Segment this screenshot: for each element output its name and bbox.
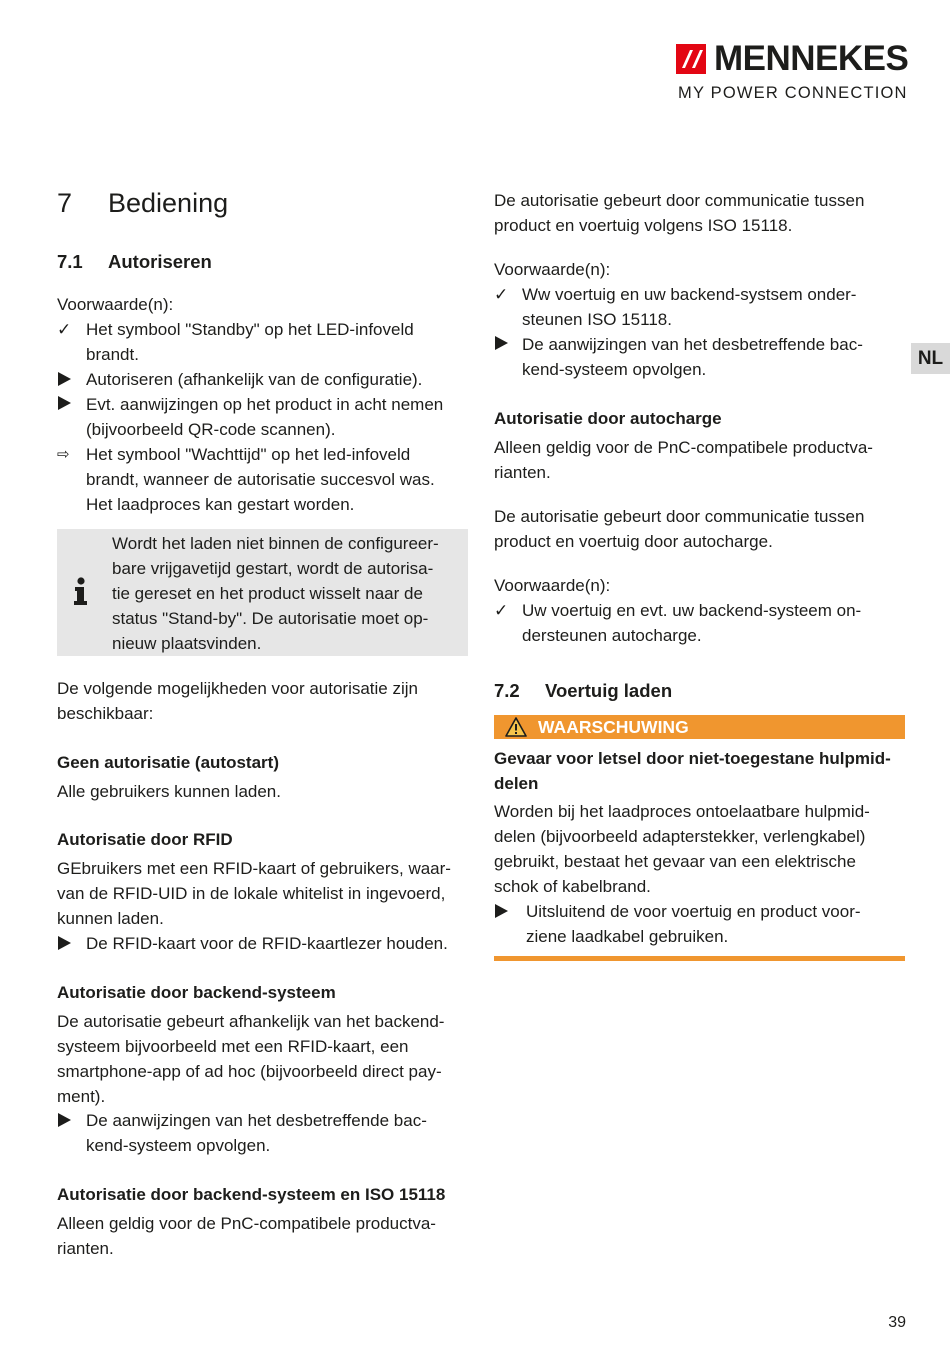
info-note-line: tie gereset en het product wisselt naar de: [112, 584, 423, 603]
list-item-line: dersteunen autocharge.: [522, 626, 702, 645]
language-tab: NL: [911, 343, 950, 374]
warning-text-line: schok of kabelbrand.: [494, 877, 651, 896]
paragraph-line: product en voertuig door autocharge.: [494, 532, 773, 551]
list-item-line: Het laadproces kan gestart worden.: [86, 495, 355, 514]
list-item-line: Ww voertuig en uw backend-systsem onder-: [522, 285, 857, 304]
paragraph-line: smartphone-app of ad hoc (bijvoorbeeld direct pay-: [57, 1062, 442, 1081]
list-item-line: De aanwijzingen van het desbetreffende bac-: [522, 335, 863, 354]
section-number: 7.1: [57, 251, 83, 272]
options-intro-line: De volgende mogelijkheden voor autorisatie zijn: [57, 679, 418, 698]
info-note-line: status "Stand-by". De autorisatie moet op-: [112, 609, 429, 628]
list-item-line: (bijvoorbeeld QR-code scannen).: [86, 420, 336, 439]
mennekes-logo: [676, 39, 909, 104]
options-intro-line: beschikbaar:: [57, 704, 154, 723]
list-item-line: Evt. aanwijzingen op het product in acht nemen: [86, 395, 444, 414]
paragraph-line: GEbruikers met een RFID-kaart of gebruikers, waar-: [57, 859, 451, 878]
warning-banner: [494, 715, 905, 739]
warning-text-line: Worden bij het laadproces ontoelaatbare hulpmid-: [494, 802, 870, 821]
list-item-line: steunen ISO 15118.: [522, 310, 672, 329]
section-title: Voertuig laden: [545, 680, 673, 701]
warning-bottom-rule: [494, 956, 905, 961]
warning-icon: [505, 717, 527, 737]
paragraph-line: De autorisatie gebeurt door communicatie tussen: [494, 191, 865, 210]
section-title: Autoriseren: [108, 251, 212, 272]
subheading-backend: Autorisatie door backend-systeem: [57, 983, 336, 1002]
list-item-line: Autoriseren (afhankelijk van de configuratie).: [86, 370, 423, 389]
paragraph-line: ment).: [57, 1087, 106, 1106]
step-line: De aanwijzingen van het desbetreffende bac-: [86, 1111, 427, 1130]
list-item-line: kend-systeem opvolgen.: [522, 360, 707, 379]
check-icon: ✓: [494, 601, 509, 620]
list-item-line: Uw voertuig en evt. uw backend-systeem on-: [522, 601, 862, 620]
paragraph-line: Alleen geldig voor de PnC-compatibele productva-: [57, 1214, 436, 1233]
prerequisite-label: Voorwaarde(n):: [57, 295, 174, 314]
brand-name: MENNEKES: [714, 39, 909, 78]
warning-text-line: delen (bijvoorbeeld adapterstekker, verlengkabel): [494, 827, 866, 846]
subheading-iso: Autorisatie door backend-systeem en ISO 15118: [57, 1185, 446, 1204]
warning-title-line: delen: [494, 774, 539, 793]
list-item-line: Het symbool "Standby" op het LED-infoveld: [86, 320, 414, 339]
info-note-line: nieuw plaatsvinden.: [112, 634, 262, 653]
info-note-line: Wordt het laden niet binnen de configureer-: [112, 534, 439, 553]
arrow-icon: [495, 904, 508, 918]
section-number: 7.2: [494, 680, 520, 701]
chapter-title: Bediening: [108, 188, 229, 218]
subheading-autocharge: Autorisatie door autocharge: [494, 409, 722, 428]
list-item-line: Het symbool "Wachttijd" op het led-infoveld: [86, 445, 411, 464]
check-icon: ✓: [57, 320, 72, 339]
arrow-icon: [58, 1113, 71, 1127]
step-line: kend-systeem opvolgen.: [86, 1136, 271, 1155]
prerequisite-label: Voorwaarde(n):: [494, 260, 611, 279]
check-icon: ✓: [494, 285, 509, 304]
paragraph-line: systeem bijvoorbeeld met een RFID-kaart, een: [57, 1037, 409, 1056]
warning-text-line: gebruikt, bestaat het gevaar van een elektrische: [494, 852, 856, 871]
step-line: De RFID-kaart voor de RFID-kaartlezer houden.: [86, 934, 448, 953]
subheading-rfid: Autorisatie door RFID: [57, 830, 233, 849]
paragraph-line: rianten.: [57, 1239, 114, 1258]
paragraph-line: De autorisatie gebeurt door communicatie tussen: [494, 507, 865, 526]
chapter-number: 7: [57, 188, 73, 218]
warning-title-line: Gevaar voor letsel door niet-toegestane hulpmid-: [494, 749, 891, 768]
arrow-icon: [58, 372, 71, 386]
paragraph-line: De autorisatie gebeurt afhankelijk van het backend-: [57, 1012, 445, 1031]
list-item-line: brandt, wanneer de autorisatie succesvol was.: [86, 470, 435, 489]
paragraph-line: Alleen geldig voor de PnC-compatibele productva-: [494, 438, 873, 457]
warning-step-line: ziene laadkabel gebruiken.: [526, 927, 729, 946]
arrow-icon: [495, 336, 508, 350]
arrow-icon: [58, 936, 71, 950]
brand-tagline: MY POWER CONNECTION: [678, 84, 908, 102]
paragraph-line: rianten.: [494, 463, 551, 482]
info-icon: [71, 577, 91, 607]
warning-step-line: Uitsluitend de voor voertuig en product voor-: [526, 902, 861, 921]
paragraph-line: kunnen laden.: [57, 909, 164, 928]
result-arrow-icon: ⇨: [57, 446, 70, 463]
warning-label: WAARSCHUWING: [538, 717, 689, 737]
paragraph-line: van de RFID-UID in de lokale whitelist in ingevoerd,: [57, 884, 446, 903]
prerequisite-label: Voorwaarde(n):: [494, 576, 611, 595]
arrow-icon: [58, 396, 71, 410]
page-number: 39: [888, 1314, 906, 1331]
paragraph-line: Alle gebruikers kunnen laden.: [57, 782, 281, 801]
subheading-geen: Geen autorisatie (autostart): [57, 753, 279, 772]
info-note-line: bare vrijgavetijd gestart, wordt de autorisa-: [112, 559, 434, 578]
info-note-box: [57, 529, 468, 656]
paragraph-line: product en voertuig volgens ISO 15118.: [494, 216, 793, 235]
brand-mark-icon: [676, 44, 706, 74]
list-item-line: brandt.: [86, 345, 139, 364]
